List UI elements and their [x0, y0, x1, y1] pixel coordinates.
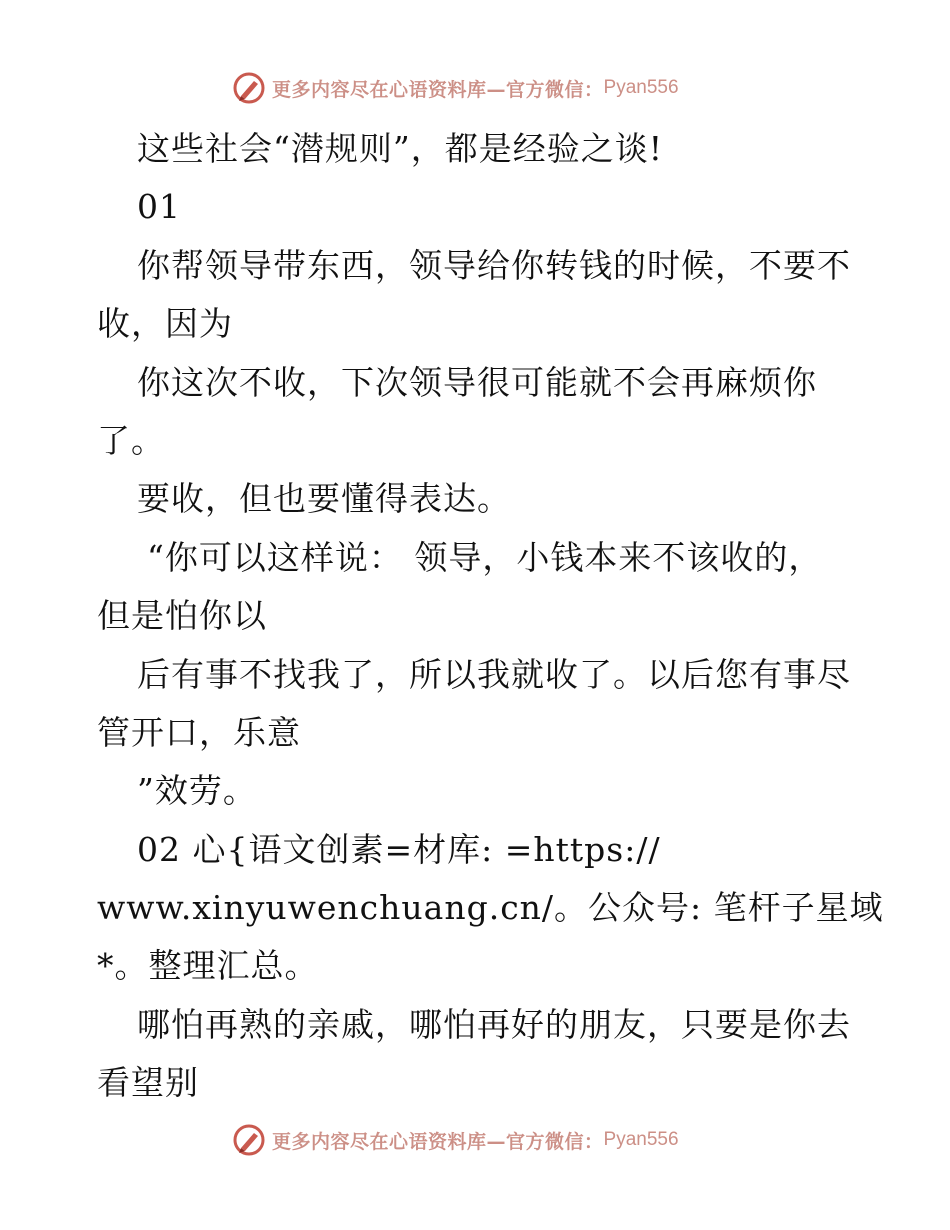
text-line: 管开口，乐意 [97, 712, 301, 752]
text-line: “你可以这样说： 领导，小钱本来不该收的， [147, 537, 823, 577]
footer-watermark [232, 1122, 679, 1158]
text-line: 哪怕再熟的亲戚，哪怕再好的朋友，只要是你去 [137, 1004, 851, 1044]
text-line: 要收，但也要懂得表达。 [137, 479, 511, 519]
text-line: *。整理汇总。 [97, 946, 319, 986]
document-body [97, 120, 884, 1113]
watermark-wechat-id: Pyan556 [603, 1129, 679, 1150]
header-watermark [232, 70, 679, 106]
text-line: 收，因为 [97, 304, 233, 344]
pen-logo-icon [232, 1123, 266, 1157]
watermark-wechat-id: Pyan556 [603, 77, 679, 98]
text-line: 你帮领导带东西，领导给你转钱的时候，不要不 [137, 245, 851, 285]
pen-logo-icon [232, 71, 266, 105]
text-line: 你这次不收，下次领导很可能就不会再麻烦你 [137, 362, 817, 402]
text-line: 这些社会“潜规则”，都是经验之谈! [137, 129, 664, 168]
text-line: www.xinyuwenchuang.cn/。公众号: 笔杆子星域 [97, 888, 884, 928]
text-line: 了。 [97, 420, 165, 460]
text-line: 后有事不找我了，所以我就收了。以后您有事尽 [137, 654, 851, 694]
watermark-text: 更多内容尽在心语资料库—官方微信： [272, 1130, 604, 1153]
text-line: 看望别 [97, 1063, 199, 1103]
section-number: 02 心{语文创素=材库: =https:// [137, 829, 661, 869]
text-line: 但是怕你以 [97, 596, 267, 636]
text-line: ”效劳。 [137, 771, 257, 811]
watermark-text: 更多内容尽在心语资料库—官方微信： [272, 78, 604, 101]
section-number: 01 [137, 187, 181, 227]
